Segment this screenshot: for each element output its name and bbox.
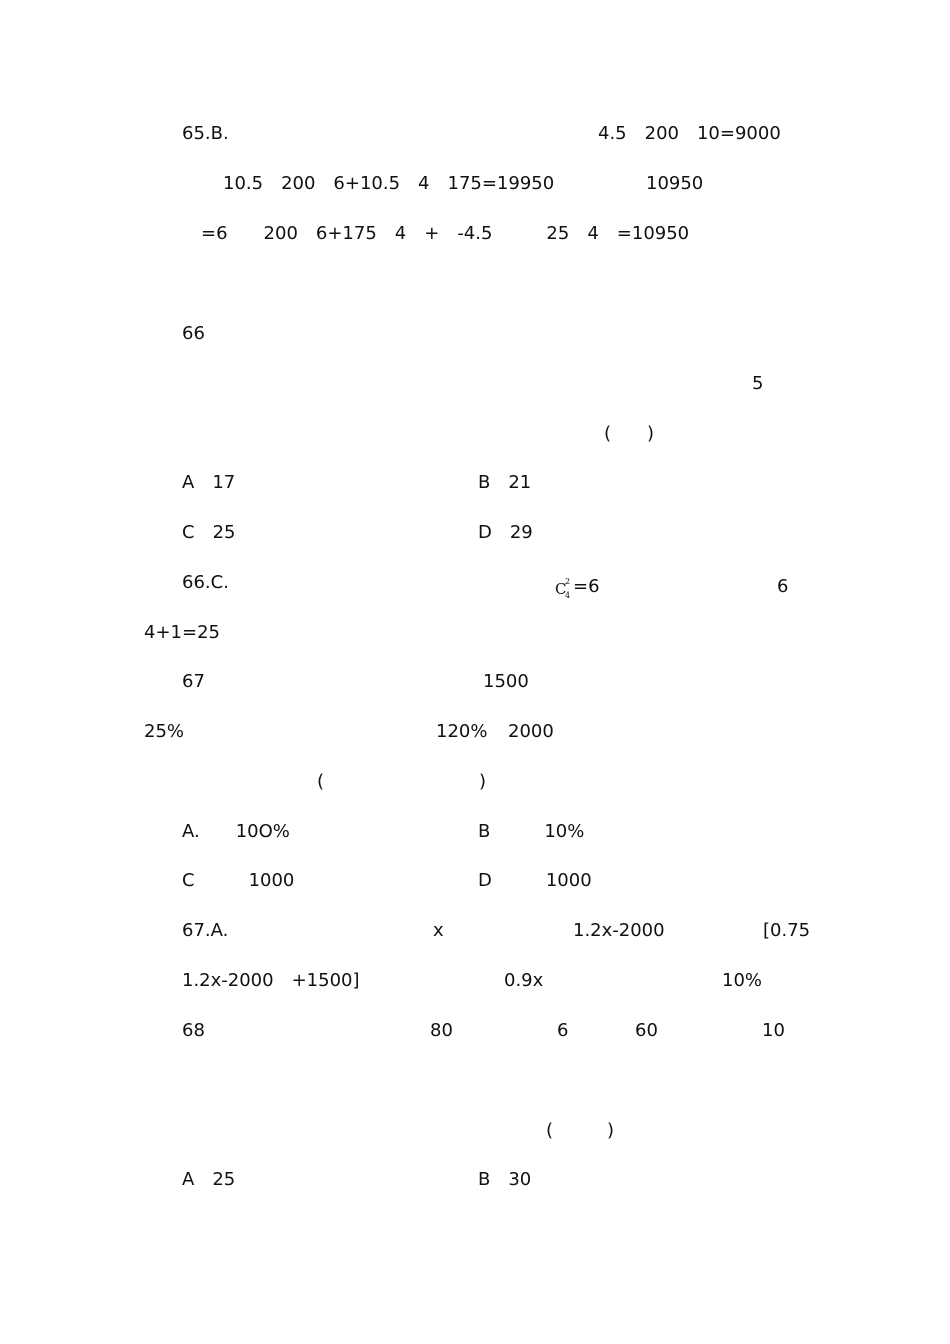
q65-line1-equation: 4.5 200 10=9000 bbox=[598, 123, 781, 144]
combination-superscript: 2 bbox=[565, 577, 571, 586]
q67-paren-open: ( bbox=[317, 771, 325, 792]
q67-percent-120: 120% bbox=[436, 721, 488, 742]
q66-value-5: 5 bbox=[752, 373, 764, 394]
combination-letter: C bbox=[555, 580, 567, 598]
q66-option-c: C 25 bbox=[182, 522, 236, 543]
q68-blank-paren: ( ) bbox=[546, 1120, 615, 1141]
q67-expression-1: 1.2x-2000 bbox=[573, 920, 665, 941]
q66-value-6: 6 bbox=[777, 576, 789, 597]
q66-result: 4+1=25 bbox=[144, 622, 220, 643]
q68-value-10: 10 bbox=[762, 1020, 785, 1041]
q67-variable-x: x bbox=[433, 920, 444, 941]
q66-option-d: D 29 bbox=[478, 522, 533, 543]
q67-option-a: A. 10O% bbox=[182, 821, 290, 842]
q66-option-a: A 17 bbox=[182, 472, 236, 493]
q67-value-1500: 1500 bbox=[483, 671, 529, 692]
q67-answer: 67.A. bbox=[182, 920, 229, 941]
q68-option-a: A 25 bbox=[182, 1169, 236, 1190]
q67-number: 67 bbox=[182, 671, 205, 692]
q67-percent-10: 10% bbox=[722, 970, 763, 991]
q67-option-c: C 1000 bbox=[182, 870, 295, 891]
q67-percent-25: 25% bbox=[144, 721, 185, 742]
q68-value-80: 80 bbox=[430, 1020, 453, 1041]
q66-blank-paren: ( ) bbox=[604, 423, 655, 444]
q65-line2-equation: 10.5 200 6+10.5 4 175=19950 bbox=[223, 173, 555, 194]
q65-line3-equation: =6 200 6+175 4 + -4.5 25 4 =10950 bbox=[201, 223, 690, 244]
combination-subscript: 4 bbox=[565, 591, 571, 600]
q66-combination-equals: =6 bbox=[573, 576, 600, 597]
q67-expression-4: 0.9x bbox=[504, 970, 544, 991]
q65-answer: 65.B. bbox=[182, 123, 229, 144]
q67-expression-3: 1.2x-2000 +1500] bbox=[182, 970, 360, 991]
q66-number: 66 bbox=[182, 323, 205, 344]
q66-option-b: B 21 bbox=[478, 472, 532, 493]
q65-line2-result: 10950 bbox=[646, 173, 704, 194]
q68-option-b: B 30 bbox=[478, 1169, 532, 1190]
q67-expression-2: [0.75 bbox=[763, 920, 811, 941]
q68-value-60: 60 bbox=[635, 1020, 658, 1041]
q67-value-2000: 2000 bbox=[508, 721, 554, 742]
q67-option-b: B 10% bbox=[478, 821, 585, 842]
q68-value-6: 6 bbox=[557, 1020, 569, 1041]
q67-option-d: D 1000 bbox=[478, 870, 592, 891]
q67-paren-close: ) bbox=[479, 771, 487, 792]
q68-number: 68 bbox=[182, 1020, 205, 1041]
q66-answer: 66.C. bbox=[182, 572, 229, 593]
